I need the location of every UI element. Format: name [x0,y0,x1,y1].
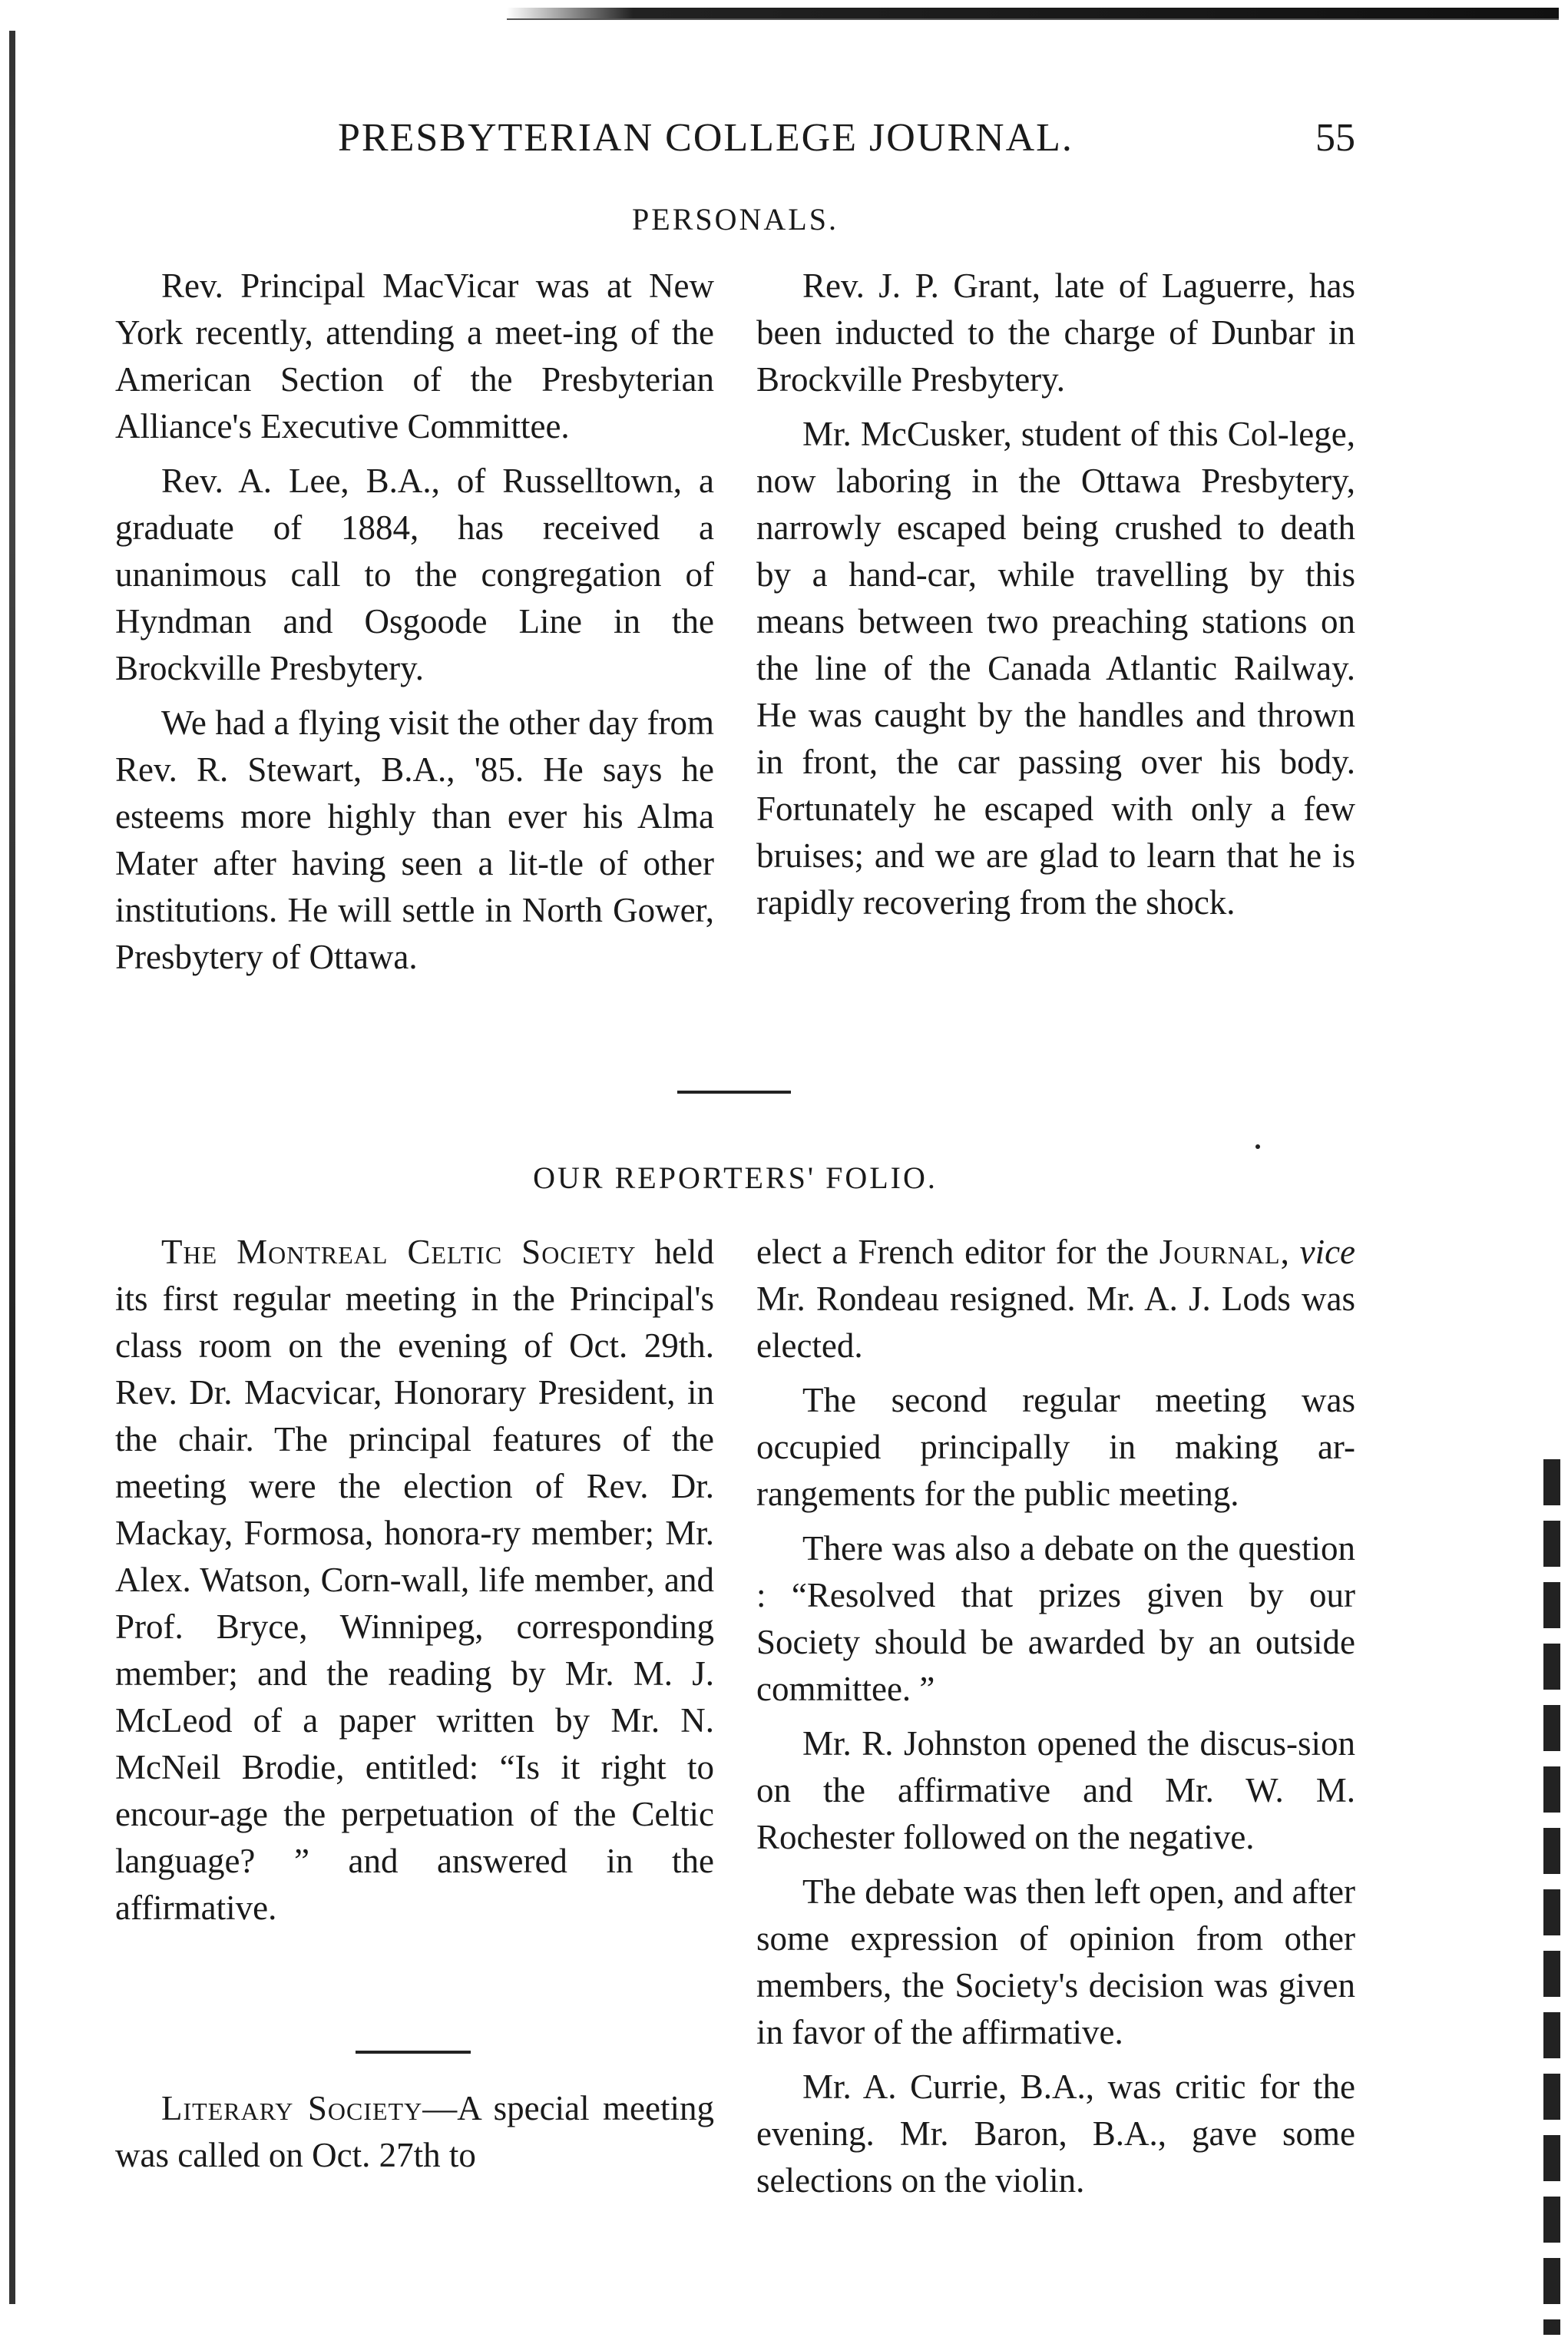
folio-right-column [756,1229,1355,2212]
folio-title: OUR REPORTERS' FOLIO. [533,1160,938,1195]
page-left-edge [9,31,15,2304]
top-rule-thin [507,18,1559,20]
ink-speck [1255,1144,1260,1149]
section-divider [677,1091,791,1094]
folio-paragraph: Mr. R. Johnston opened the discus-sion on the affirmative and Mr. W. M. Rochester followed on the negative. [756,1724,1355,1856]
personals-paragraph: Rev. A. Lee, B.A., of Russelltown, a graduate of 1884, has received a unanimous call to the congregation of Hyndman and Osgoode Line in the Brockville Presbytery. [115,462,714,687]
personals-title: PERSONALS. [632,202,839,237]
personals-paragraph: We had a flying visit the other day from Rev. R. Stewart, B.A., '85. He says he esteems more highly than ever his Alma Mater after having seen a lit-tle of other institutions. He will settle in North Gower, Presbytery of Ottawa. [115,704,714,976]
running-title: PRESBYTERIAN COLLEGE JOURNAL. [338,116,1073,160]
folio-paragraph: The debate was then left open, and after some expression of opinion from other members, the Society's decision was given in favor of the affirmative. [756,1872,1355,2051]
page-header [115,115,1355,184]
folio-paragraph: Literary Society—A special meeting was called on Oct. 27th to [115,2089,715,2174]
personals-paragraph: Rev. J. P. Grant, late of Laguerre, has been inducted to the charge of Dunbar in Brockville Presbytery. [756,267,1355,399]
paragraph-lead: The Montreal Celtic Society [161,1233,637,1271]
page-number: 55 [1315,116,1355,160]
personals-left-column [115,263,714,988]
paragraph-divider [356,2051,471,2054]
folio-paragraph: There was also a debate on the question : “Resolved that prizes given by our Society should be awarded by an outside committee. ” [756,1529,1355,1708]
folio-left-column-bottom [115,2085,714,2187]
personals-right-column [756,263,1355,934]
top-rule [507,8,1559,18]
personals-paragraph: Mr. McCusker, student of this Col-lege, now laboring in the Ottawa Presbytery, narrowly escaped being crushed to death by a hand-car, while travelling by this means between two preaching stations on the line of the Canada Atlantic Railway. He was caught by the handles and thrown in front, the car passing over his body. Fortunately he escaped with only a few bruises; and we are glad to learn that he is rapidly recovering from the shock. [756,415,1355,922]
folio-left-column [115,1229,714,1939]
folio-paragraph: elect a French editor for the Journal, vice Mr. Rondeau resigned. Mr. A. J. Lods was elected. [756,1233,1356,1365]
folio-paragraph: The Montreal Celtic Society held its first regular meeting in the Principal's class room on the evening of Oct. 29th. Rev. Dr. Macvicar, Honorary President, in the chair. The principal features of the meeting were the election of Rev. Dr. Mackay, Formosa, honora-ry member; Mr. Alex. Watson, Corn-wall, life member, and Prof. Bryce, Winnipeg, corresponding member; and the reading by Mr. M. J. McLeod of a paper written by Mr. N. McNeil Brodie, entitled: “Is it right to encour-age the perpetuation of the Celtic language? ” and answered in the affirmative. [115,1233,714,1927]
folio-paragraph: The second regular meeting was occupied principally in making ar-rangements for the public meeting. [756,1381,1355,1513]
folio-paragraph: Mr. A. Currie, B.A., was critic for the evening. Mr. Baron, B.A., gave some selections on the violin. [756,2068,1355,2200]
paragraph-lead: Literary Society [161,2089,423,2127]
personals-paragraph: Rev. Principal MacVicar was at New York recently, attending a meet-ing of the American Section of the Presbyterian Alliance's Executive Committee. [115,267,714,445]
page-right-edge [1543,1459,1560,2335]
